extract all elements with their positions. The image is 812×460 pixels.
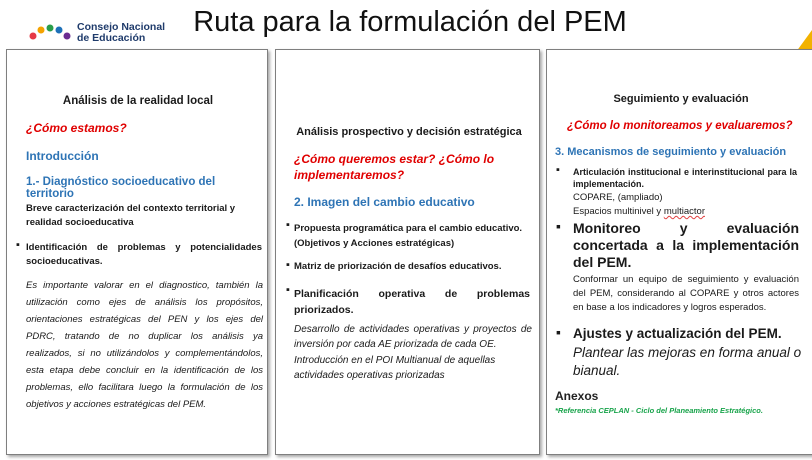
col2-bullet-3: Planificación operativa de problemas priorizados. <box>294 288 530 316</box>
col2-bullet-1: Propuesta programática para el cambio educativo. (Objetivos y Acciones estratégicas) <box>294 223 523 249</box>
col1-bullet: Identificación de problemas y potencialidades socioeducativas. <box>26 242 262 267</box>
col1-question: ¿Cómo estamos? <box>26 121 127 135</box>
bullet-square-icon: ▪ <box>286 219 290 231</box>
col3-bullet-1: Articulación institucional e interinstitucional para la implementación. <box>573 167 797 189</box>
col3-bullet-2-paragraph: Conformar un equipo de seguimiento y evaluación del PEM, considerando al COPARE y otros actores en base a los indicadores y logros esperados. <box>573 274 799 313</box>
col3-question: ¿Cómo lo monitoreamos y evaluaremos? <box>567 120 793 132</box>
col3-bullet-3-paragraph: Plantear las mejoras en forma anual o bianual. <box>573 345 802 378</box>
page-title: Ruta para la formulación del PEM <box>193 6 627 38</box>
col2-heading: Análisis prospectivo y decisión estratégica <box>296 126 522 138</box>
col3-espacios <box>573 206 705 217</box>
bullet-square-icon: ▪ <box>556 324 561 340</box>
col3-multiactor: multiactor <box>663 206 705 217</box>
logo-text <box>77 22 165 44</box>
col1-breve: Breve caracterización del contexto territorial y realidad socioeducativa <box>26 203 236 228</box>
col3-bullet-3: Ajustes y actualización del PEM. <box>573 326 782 341</box>
bullet-square-icon: ▪ <box>286 259 290 271</box>
logo-line-1: Consejo Nacional <box>77 21 166 33</box>
bullet-square-icon: ▪ <box>16 239 20 251</box>
column-prospectivo <box>275 49 540 455</box>
col2-question: ¿Cómo queremos estar? ¿Cómo lo implementaremos? <box>294 152 495 182</box>
col1-heading: Análisis de la realidad local <box>62 95 214 107</box>
column-analisis <box>6 49 268 455</box>
col2-bullet-2: Matriz de priorización de desafíos educativos. <box>294 261 502 272</box>
col3-mecanismos: 3. Mecanismos de seguimiento y evaluación <box>555 146 787 158</box>
col3-heading: Seguimiento y evaluación <box>613 93 749 105</box>
column-seguimiento <box>546 49 812 455</box>
col1-diagnostico: 1.- Diagnóstico socioeducativo del territorio <box>26 176 216 200</box>
col1-intro: Introducción <box>26 149 99 163</box>
col3-espacios-text: Espacios multinivel y <box>573 206 664 217</box>
col3-referencia: *Referencia CEPLAN - Ciclo del Planeamiento Estratégico. <box>555 406 763 415</box>
col2-imagen: 2. Imagen del cambio educativo <box>294 195 475 209</box>
col3-bullet-2: Monitoreo y evaluación concertada a la implementación del PEM. <box>573 220 799 270</box>
col2-paragraph-1: Desarrollo de actividades operativas y proyectos de inversión por cada AE priorizada de cada OE. <box>294 324 532 350</box>
col3-copare: COPARE, (ampliado) <box>573 192 663 203</box>
logo-mark-icon <box>28 21 72 43</box>
bullet-square-icon: ▪ <box>286 284 290 296</box>
col1-paragraph: Es importante valorar en el diagnostico, también la utilización como ejes de análisis los propósitos, orientaciones estratégicas del PEN y los ejes del PDRC, tratando de no duplicar los análisis ya realizados, si no utilizándolos y complementándolos, esta etapa debe concluir en la identificación de los problemas, ello facilitara luego la formulación de los objetivos y acciones estratégicas del PEM. <box>26 280 263 410</box>
col2-paragraph-2: Introducción en el POI Multianual de aquellas actividades operativas priorizadas <box>294 355 496 381</box>
col3-anexos: Anexos <box>555 389 599 403</box>
logo-line-2: de Educación <box>77 32 146 44</box>
bullet-square-icon: ▪ <box>556 218 561 234</box>
bullet-square-icon: ▪ <box>556 164 560 176</box>
